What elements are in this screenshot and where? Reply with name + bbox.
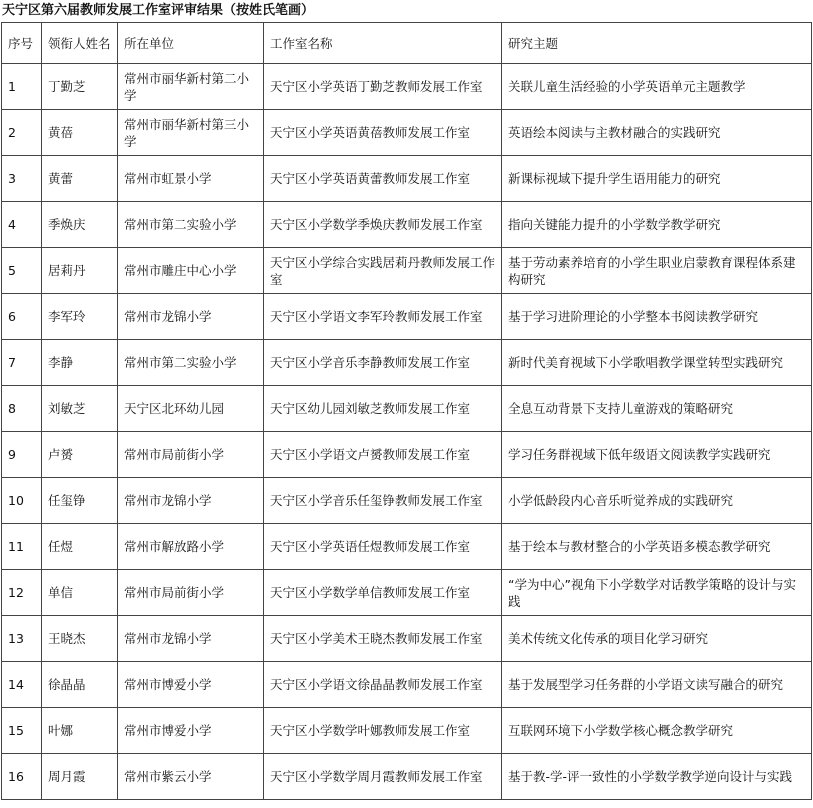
cell-leader-name: 叶娜 (42, 708, 118, 754)
table-row (2, 524, 812, 570)
cell-leader-name: 徐晶晶 (42, 662, 118, 708)
cell-research-topic: 基于学习进阶理论的小学整本书阅读教学研究 (502, 294, 812, 340)
cell-unit: 常州市丽华新村第二小学 (118, 64, 264, 110)
cell-leader-name: 季焕庆 (42, 202, 118, 248)
cell-leader-name: 李静 (42, 340, 118, 386)
cell-research-topic: 指向关键能力提升的小学数学教学研究 (502, 202, 812, 248)
table-body (2, 64, 812, 800)
table-row (2, 662, 812, 708)
cell-studio-name: 天宁区小学音乐李静教师发展工作室 (264, 340, 502, 386)
cell-research-topic: 基于绘本与教材整合的小学英语多模态教学研究 (502, 524, 812, 570)
table-row (2, 110, 812, 156)
table-header (2, 23, 812, 64)
cell-research-topic: 新课标视域下提升学生语用能力的研究 (502, 156, 812, 202)
table-row (2, 64, 812, 110)
cell-no: 2 (2, 110, 42, 156)
header-no: 序号 (2, 23, 42, 64)
cell-leader-name: 卢赟 (42, 432, 118, 478)
cell-research-topic: 新时代美育视域下小学歌唱教学课堂转型实践研究 (502, 340, 812, 386)
cell-leader-name: 任煜 (42, 524, 118, 570)
cell-no: 13 (2, 616, 42, 662)
cell-no: 14 (2, 662, 42, 708)
cell-research-topic: 学习任务群视域下低年级语文阅读教学实践研究 (502, 432, 812, 478)
cell-research-topic: 基于发展型学习任务群的小学语文读写融合的研究 (502, 662, 812, 708)
header-name: 领衔人姓名 (42, 23, 118, 64)
cell-research-topic: “学为中心”视角下小学数学对话教学策略的设计与实践 (502, 570, 812, 616)
cell-unit: 常州市局前街小学 (118, 570, 264, 616)
cell-unit: 常州市虹景小学 (118, 156, 264, 202)
cell-research-topic: 美术传统文化传承的项目化学习研究 (502, 616, 812, 662)
cell-studio-name: 天宁区小学数学周月霞教师发展工作室 (264, 754, 502, 800)
table-row (2, 432, 812, 478)
cell-leader-name: 居莉丹 (42, 248, 118, 294)
cell-studio-name: 天宁区小学数学叶娜教师发展工作室 (264, 708, 502, 754)
cell-unit: 常州市雕庄中心小学 (118, 248, 264, 294)
cell-studio-name: 天宁区小学美术王晓杰教师发展工作室 (264, 616, 502, 662)
table-row (2, 754, 812, 800)
results-table (1, 22, 812, 800)
cell-no: 3 (2, 156, 42, 202)
cell-unit: 常州市局前街小学 (118, 432, 264, 478)
cell-leader-name: 周月霞 (42, 754, 118, 800)
cell-studio-name: 天宁区小学英语黄蓓教师发展工作室 (264, 110, 502, 156)
cell-research-topic: 基于劳动素养培育的小学生职业启蒙教育课程体系建构研究 (502, 248, 812, 294)
table-row (2, 478, 812, 524)
cell-leader-name: 王晓杰 (42, 616, 118, 662)
cell-no: 1 (2, 64, 42, 110)
table-row (2, 294, 812, 340)
cell-research-topic: 小学低龄段内心音乐听觉养成的实践研究 (502, 478, 812, 524)
cell-unit: 常州市龙锦小学 (118, 294, 264, 340)
cell-no: 10 (2, 478, 42, 524)
cell-leader-name: 刘敏芝 (42, 386, 118, 432)
cell-no: 8 (2, 386, 42, 432)
cell-no: 15 (2, 708, 42, 754)
cell-unit: 常州市第二实验小学 (118, 202, 264, 248)
cell-research-topic: 互联网环境下小学数学核心概念教学研究 (502, 708, 812, 754)
cell-unit: 常州市博爱小学 (118, 708, 264, 754)
table-row (2, 202, 812, 248)
cell-leader-name: 黄蓓 (42, 110, 118, 156)
cell-research-topic: 英语绘本阅读与主教材融合的实践研究 (502, 110, 812, 156)
cell-studio-name: 天宁区小学英语丁勤芝教师发展工作室 (264, 64, 502, 110)
cell-unit: 常州市丽华新村第三小学 (118, 110, 264, 156)
header-unit: 所在单位 (118, 23, 264, 64)
cell-studio-name: 天宁区幼儿园刘敏芝教师发展工作室 (264, 386, 502, 432)
table-row (2, 386, 812, 432)
cell-studio-name: 天宁区小学数学季焕庆教师发展工作室 (264, 202, 502, 248)
cell-studio-name: 天宁区小学音乐任玺铮教师发展工作室 (264, 478, 502, 524)
header-topic: 研究主题 (502, 23, 812, 64)
header-row (2, 23, 812, 64)
cell-no: 9 (2, 432, 42, 478)
cell-studio-name: 天宁区小学语文卢赟教师发展工作室 (264, 432, 502, 478)
cell-no: 4 (2, 202, 42, 248)
table-row (2, 248, 812, 294)
cell-unit: 天宁区北环幼儿园 (118, 386, 264, 432)
table-row (2, 570, 812, 616)
cell-no: 5 (2, 248, 42, 294)
cell-studio-name: 天宁区小学英语黄蕾教师发展工作室 (264, 156, 502, 202)
cell-studio-name: 天宁区小学综合实践居莉丹教师发展工作室 (264, 248, 502, 294)
cell-unit: 常州市解放路小学 (118, 524, 264, 570)
cell-no: 16 (2, 754, 42, 800)
cell-no: 11 (2, 524, 42, 570)
cell-unit: 常州市龙锦小学 (118, 616, 264, 662)
table-row (2, 708, 812, 754)
cell-no: 12 (2, 570, 42, 616)
cell-studio-name: 天宁区小学语文李军玲教师发展工作室 (264, 294, 502, 340)
document-title: 天宁区第六届教师发展工作室评审结果（按姓氏笔画） (2, 3, 315, 18)
cell-no: 7 (2, 340, 42, 386)
cell-studio-name: 天宁区小学语文徐晶晶教师发展工作室 (264, 662, 502, 708)
cell-leader-name: 单信 (42, 570, 118, 616)
cell-leader-name: 任玺铮 (42, 478, 118, 524)
cell-unit: 常州市紫云小学 (118, 754, 264, 800)
cell-leader-name: 李军玲 (42, 294, 118, 340)
header-studio: 工作室名称 (264, 23, 502, 64)
cell-research-topic: 关联儿童生活经验的小学英语单元主题教学 (502, 64, 812, 110)
table-row (2, 616, 812, 662)
cell-research-topic: 基于教-学-评一致性的小学数学教学逆向设计与实践 (502, 754, 812, 800)
table-row (2, 156, 812, 202)
cell-research-topic: 全息互动背景下支持儿童游戏的策略研究 (502, 386, 812, 432)
cell-studio-name: 天宁区小学英语任煜教师发展工作室 (264, 524, 502, 570)
cell-leader-name: 黄蕾 (42, 156, 118, 202)
cell-unit: 常州市博爱小学 (118, 662, 264, 708)
cell-unit: 常州市龙锦小学 (118, 478, 264, 524)
cell-studio-name: 天宁区小学数学单信教师发展工作室 (264, 570, 502, 616)
table-row (2, 340, 812, 386)
cell-no: 6 (2, 294, 42, 340)
cell-unit: 常州市第二实验小学 (118, 340, 264, 386)
cell-leader-name: 丁勤芝 (42, 64, 118, 110)
